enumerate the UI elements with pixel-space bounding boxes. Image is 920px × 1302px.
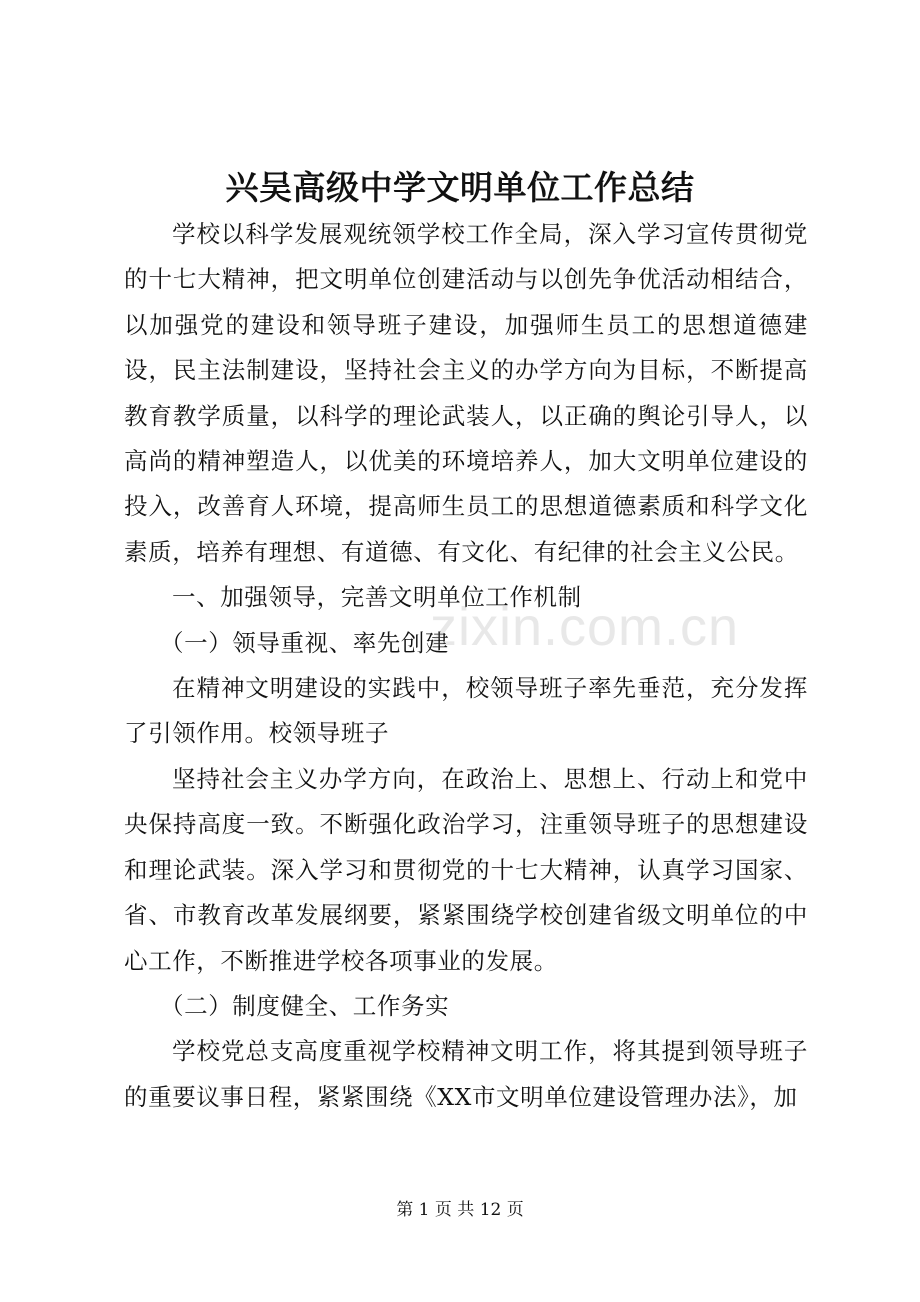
paragraph-system: 学校党总支高度重视学校精神文明工作，将其提到领导班子的重要议事日程，紧紧围绕《XX市文明单位建设管理办法》，加 (124, 1037, 808, 1111)
paragraph-intro: 学校以科学发展观统领学校工作全局，深入学习宣传贯彻党的十七大精神，把文明单位创建活动与以创先争优活动相结合，以加强党的建设和领导班子建设，加强师生员工的思想道德建设，民主法制建设，坚持社会主义的办学方向为目标，不断提高教育教学质量，以科学的理论武装人，以正确的舆论引导人，以高尚的精神塑造人，以优美的环境培养人，加大文明单位建设的投入，改善育人环境，提高师生员工的思想道德素质和科学文化素质，培养有理想、有道德、有文化、有纪律的社会主义公民。 (124, 220, 808, 566)
watermark: zixin.com.cn (430, 597, 740, 657)
section-heading-1: 一、加强领导，完善文明单位工作机制 (172, 583, 582, 612)
paragraph-leadership: 在精神文明建设的实践中，校领导班子率先垂范，充分发挥了引领作用。校领导班子 (124, 674, 808, 748)
document-title: 兴吴高级中学文明单位工作总结 (225, 168, 695, 207)
document-body (124, 212, 808, 1120)
page-footer: 第 1 页 共 12 页 (396, 1200, 524, 1220)
paragraph-direction: 坚持社会主义办学方向，在政治上、思想上、行动上和党中央保持高度一致。不断强化政治学习，注重领导班子的思想建设和理论武装。深入学习和贯彻党的十七大精神，认真学习国家、省、市教育改革发展纲要，紧紧围绕学校创建省级文明单位的中心工作，不断推进学校各项事业的发展。 (124, 764, 808, 975)
subsection-heading-2: （二）制度健全、工作务实 (160, 991, 450, 1020)
subsection-heading-1: （一）领导重视、率先创建 (160, 628, 450, 657)
